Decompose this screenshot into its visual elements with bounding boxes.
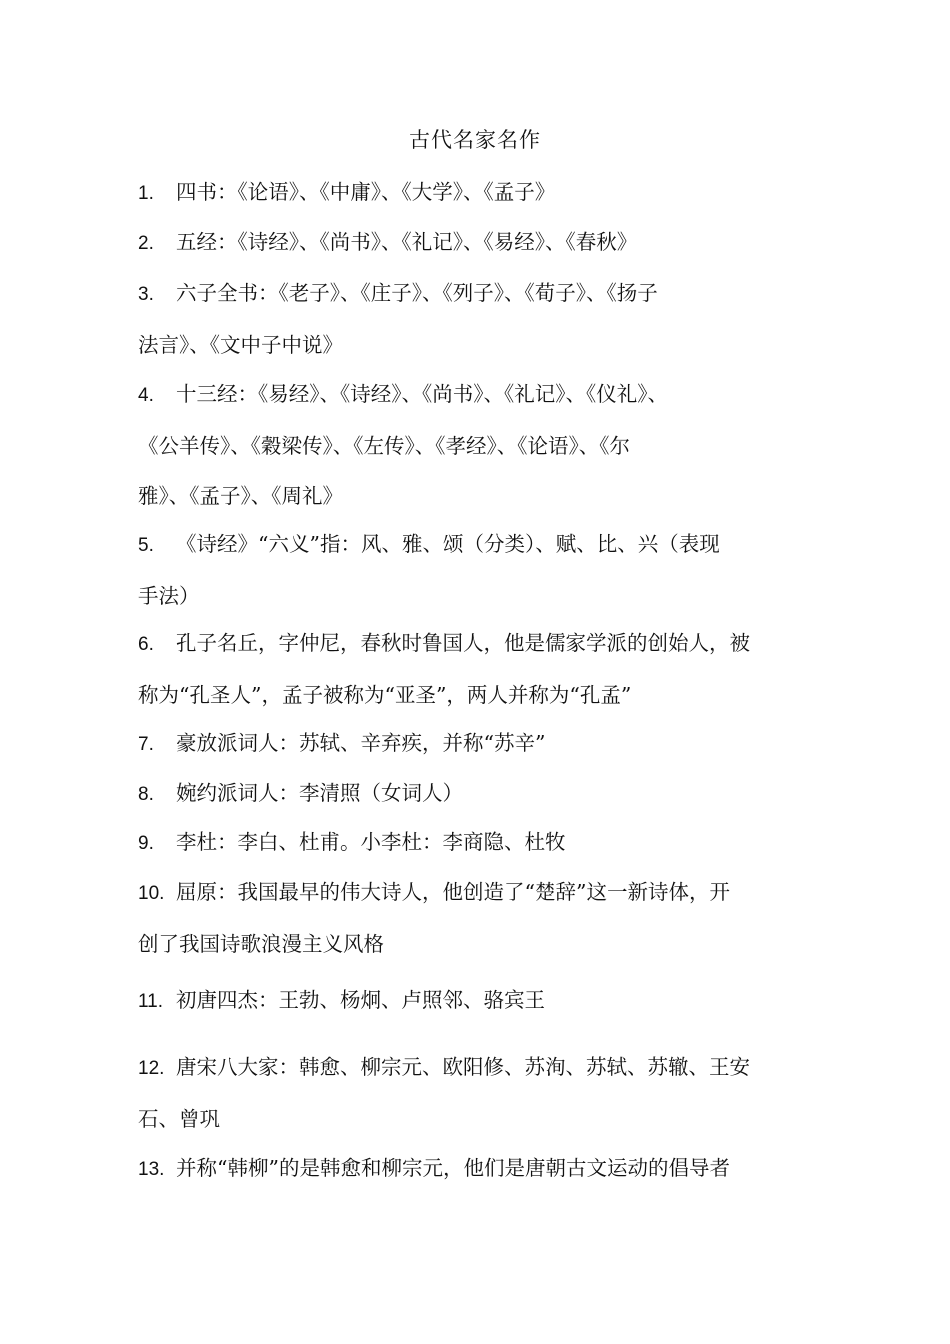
item-text: 李杜：李白、杜甫。小李杜：李商隐、杜牧 (176, 830, 566, 854)
list-item (138, 217, 818, 269)
document-title: 古代名家名作 (409, 128, 541, 152)
item-number: 8. (138, 784, 154, 805)
item-text: 婉约派词人：李清照（女词人） (176, 781, 463, 805)
item-text-continuation: 创了我国诗歌浪漫主义风格 (138, 932, 384, 956)
list-item (138, 975, 818, 1027)
item-text: 孔子名丘，字仲尼，春秋时鲁国人，他是儒家学派的创始人，被 (176, 631, 750, 655)
item-text-continuation: 《公羊传》、《穀梁传》、《左传》、《孝经》、《论语》、《尔 (138, 434, 630, 458)
item-text: 屈原：我国最早的伟大诗人，他创造了“楚辞”这一新诗体，开 (176, 880, 730, 904)
item-number: 2. (138, 233, 154, 254)
item-number: 13. (138, 1159, 165, 1180)
item-text: 五经：《诗经》、《尚书》、《礼记》、《易经》、《春秋》 (176, 230, 638, 254)
item-number: 4. (138, 385, 154, 406)
list-item (138, 369, 818, 521)
item-number: 1. (138, 183, 154, 204)
item-number: 6. (138, 634, 154, 655)
item-text: 豪放派词人：苏轼、辛弃疾，并称“苏辛” (176, 731, 546, 755)
list-item (138, 867, 818, 969)
item-number: 12. (138, 1058, 165, 1079)
item-text: 唐宋八大家：韩愈、柳宗元、欧阳修、苏洵、苏轼、苏辙、王安 (176, 1055, 750, 1079)
item-text-continuation: 法言》、《文中子中说》 (138, 333, 343, 357)
list-item (138, 718, 818, 770)
item-number: 7. (138, 734, 154, 755)
item-number: 5. (138, 535, 154, 556)
item-text: 四书：《论语》、《中庸》、《大学》、《孟子》 (176, 180, 556, 204)
item-text: 并称“韩柳”的是韩愈和柳宗元，他们是唐朝古文运动的倡导者 (176, 1156, 730, 1180)
list-item (138, 1042, 818, 1144)
item-text-continuation: 石、曾巩 (138, 1107, 220, 1131)
list-item (138, 268, 818, 370)
item-text-continuation: 称为“孔圣人”，孟子被称为“亚圣”，两人并称为“孔孟” (138, 683, 632, 707)
item-text-continuation: 雅》、《孟子》、《周礼》 (138, 484, 343, 508)
item-number: 11. (138, 991, 164, 1012)
item-text: 《诗经》“六义”指：风、雅、颂（分类）、赋、比、兴（表现 (176, 532, 720, 556)
item-number: 9. (138, 833, 154, 854)
list-item (138, 167, 818, 219)
item-text: 初唐四杰：王勃、杨炯、卢照邻、骆宾王 (176, 988, 545, 1012)
item-text: 十三经：《易经》、《诗经》、《尚书》、《礼记》、《仪礼》、 (176, 382, 668, 406)
list-item (138, 768, 818, 820)
item-text: 六子全书：《老子》、《庄子》、《列子》、《荀子》、《扬子 (176, 281, 658, 305)
item-text-continuation: 手法） (138, 584, 200, 608)
list-item (138, 817, 818, 869)
list-item (138, 618, 818, 720)
item-number: 10. (138, 883, 165, 904)
list-item (138, 519, 818, 621)
list-item (138, 1143, 818, 1195)
item-number: 3. (138, 284, 154, 305)
